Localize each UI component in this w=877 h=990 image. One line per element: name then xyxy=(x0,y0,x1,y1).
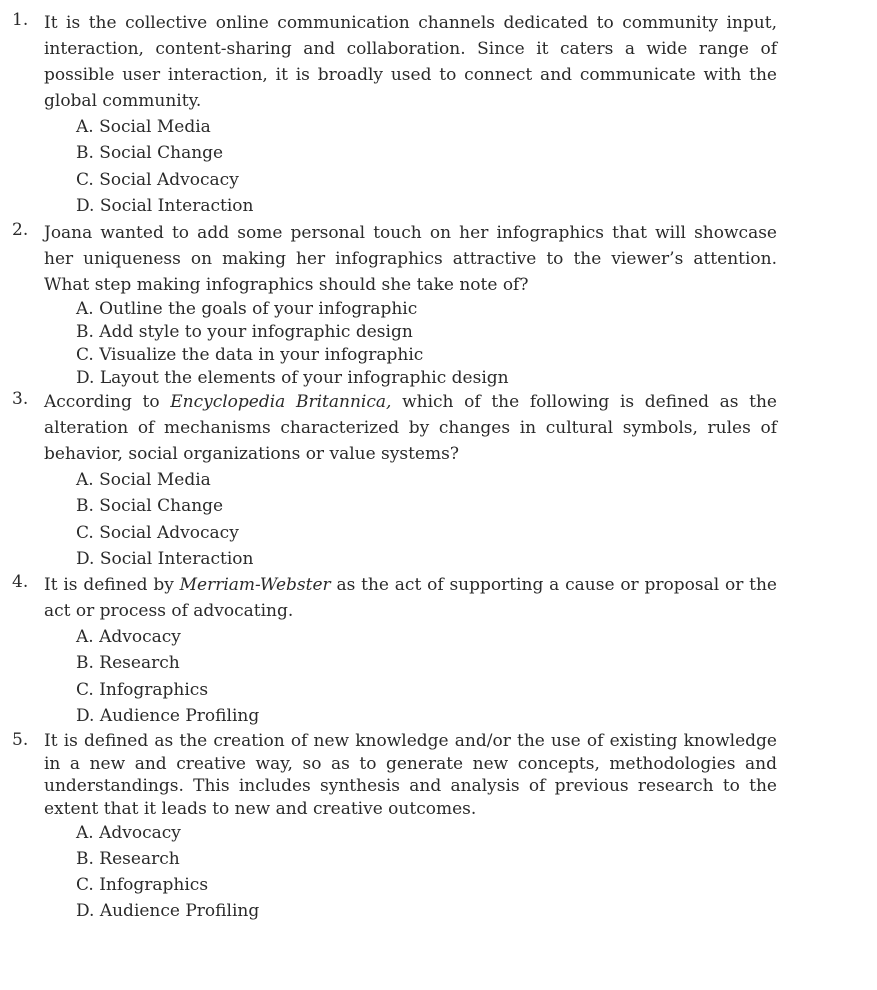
stem-text-post: which of the following is defined as the alteration of mechanisms characterized by changes in cultural symbols, rules of behavior, social organizations or value systems? xyxy=(44,392,777,464)
option-b[interactable]: B. Research xyxy=(76,849,180,869)
option-c[interactable]: C. Social Advocacy xyxy=(76,169,239,190)
option-c[interactable]: C. Infographics xyxy=(76,679,209,700)
question-number: 1. xyxy=(12,10,29,30)
option-b[interactable]: B. Add style to your infographic design xyxy=(76,322,413,342)
option-d[interactable]: D. Social Interaction xyxy=(76,548,254,569)
option-a[interactable]: A. Social Media xyxy=(76,117,211,137)
question-stem: It is defined as the creation of new knowledge and/or the use of existing knowledge in a new and creative way, so as to generate new concepts, methodologies and understandings. This includes synthesis and analysis of previous research to the extent that it leads to new and creative outcomes. xyxy=(44,731,777,819)
options-list xyxy=(76,298,777,390)
stem-text-post: as the act of supporting a cause or proposal or the act or process of advocating. xyxy=(44,575,777,621)
question-2 xyxy=(12,220,777,390)
question-4 xyxy=(12,572,777,729)
stem-text-pre: It is defined by xyxy=(44,575,180,595)
option-d[interactable]: D. Social Interaction xyxy=(76,195,254,216)
option-c[interactable]: C. Infographics xyxy=(76,875,209,895)
option-a[interactable]: A. Outline the goals of your infographic xyxy=(76,299,418,319)
question-number: 3. xyxy=(12,389,29,409)
question-number: 5. xyxy=(12,730,29,750)
question-stem xyxy=(44,572,777,624)
option-a[interactable]: A. Advocacy xyxy=(76,627,181,647)
question-1 xyxy=(12,10,777,219)
question-number: 2. xyxy=(12,220,29,240)
option-c[interactable]: C. Visualize the data in your infographic xyxy=(76,345,424,365)
options-list xyxy=(76,114,777,219)
option-d[interactable]: D. Layout the elements of your infographic design xyxy=(76,368,509,388)
options-list xyxy=(76,467,777,572)
option-a[interactable]: A. Social Media xyxy=(76,470,211,490)
source-title: Merriam-Webster xyxy=(179,575,331,595)
question-stem xyxy=(44,389,777,467)
option-b[interactable]: B. Research xyxy=(76,653,180,674)
stem-text-pre: According to xyxy=(44,392,171,412)
option-d[interactable]: D. Audience Profiling xyxy=(76,901,260,921)
source-title: Encyclopedia Britannica, xyxy=(170,392,392,412)
options-list xyxy=(76,820,777,924)
question-number: 4. xyxy=(12,572,29,592)
option-a[interactable]: A. Advocacy xyxy=(76,823,181,843)
question-3 xyxy=(12,389,777,572)
option-b[interactable]: B. Social Change xyxy=(76,143,224,164)
option-c[interactable]: C. Social Advocacy xyxy=(76,522,239,543)
option-d[interactable]: D. Audience Profiling xyxy=(76,705,260,726)
question-5 xyxy=(12,730,777,924)
question-stem: Joana wanted to add some personal touch on her infographics that will showcase her uniqueness on making her infographics attractive to the viewer’s attention. What step making infographics should she take note of? xyxy=(44,223,777,295)
question-stem: It is the collective online communication channels dedicated to community input, interaction, content-sharing and collaboration. Since it caters a wide range of possible user interaction, it is broadly used to connect and communicate with the global community. xyxy=(44,13,777,111)
options-list xyxy=(76,624,777,729)
option-b[interactable]: B. Social Change xyxy=(76,496,224,517)
